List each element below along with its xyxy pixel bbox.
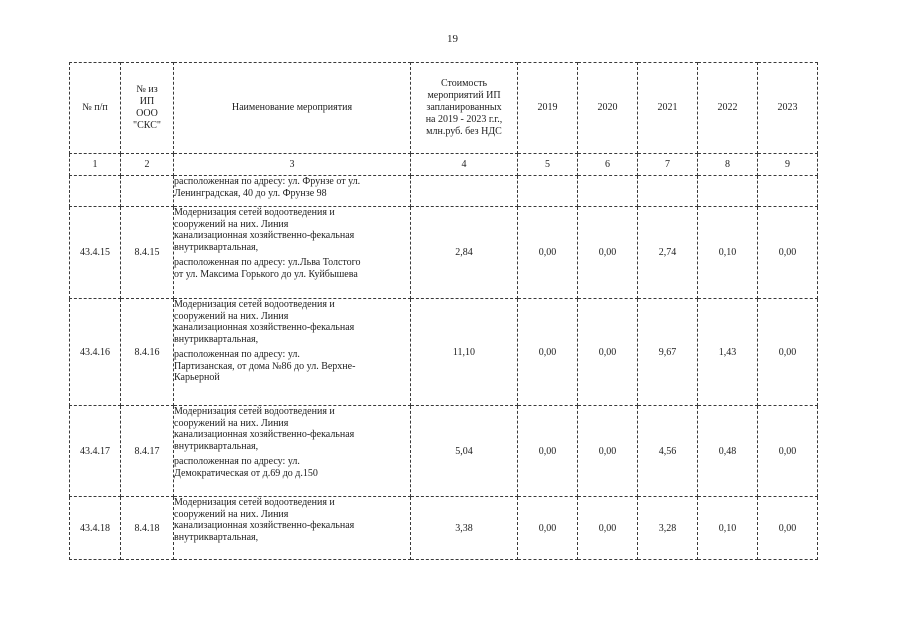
row-value-2023: 0,00: [758, 406, 818, 497]
row-ip-number: 8.4.15: [121, 207, 174, 299]
event-name-line: внутриквартальная,: [174, 241, 259, 253]
row-number: 43.4.18: [70, 497, 121, 560]
row-value-2023: 0,00: [758, 497, 818, 560]
row-cost: [411, 176, 518, 207]
header-cost-line: мероприятий ИП: [427, 90, 501, 101]
event-address-line: Карьерной: [174, 372, 220, 383]
row-ip-number: 8.4.18: [121, 497, 174, 560]
header-cost-line: млн.руб. без НДС: [426, 126, 502, 137]
table-row: [70, 207, 818, 299]
event-address-line: Демократическая от д.69 до д.150: [174, 467, 318, 479]
header-ip-line: ИП: [139, 96, 155, 107]
event-name-cell: [174, 207, 411, 299]
table-row: [70, 299, 818, 406]
row-value-2019: 0,00: [518, 406, 578, 497]
table-row: [70, 497, 818, 560]
row-number: 43.4.16: [70, 299, 121, 406]
event-name-line: сооружений на них. Линия: [174, 417, 289, 429]
row-value-2019: [518, 176, 578, 207]
event-name-line: внутриквартальная,: [174, 531, 259, 543]
row-ip-number: [121, 176, 174, 207]
row-value-2020: 0,00: [578, 497, 638, 560]
event-name-line: канализационная хозяйственно-фекальная: [174, 429, 355, 440]
column-number: 5: [518, 154, 578, 176]
event-name-line: Модернизация сетей водоотведения и: [174, 406, 335, 417]
row-value-2021: 4,56: [638, 406, 698, 497]
event-name-line: сооружений на них. Линия: [174, 310, 289, 322]
row-value-2020: 0,00: [578, 207, 638, 299]
row-value-2019: 0,00: [518, 299, 578, 406]
column-number: 8: [698, 154, 758, 176]
row-cost: 5,04: [411, 406, 518, 497]
event-name-line: канализационная хозяйственно-фекальная: [174, 322, 355, 333]
row-number: 43.4.15: [70, 207, 121, 299]
row-value-2020: [578, 176, 638, 207]
header-cost-line: запланированных: [426, 102, 502, 113]
header-year-2023: 2023: [758, 63, 818, 154]
column-number: 7: [638, 154, 698, 176]
column-number: 4: [411, 154, 518, 176]
header-year-2019: 2019: [518, 63, 578, 154]
event-address-line: расположенная по адресу: ул.Льва Толстого: [174, 257, 361, 268]
header-cost-line: Стоимость: [440, 78, 488, 89]
column-number: 9: [758, 154, 818, 176]
header-event-name: Наименование мероприятия: [174, 63, 411, 154]
event-name-line: канализационная хозяйственно-фекальная: [174, 230, 355, 241]
row-ip-number: 8.4.17: [121, 406, 174, 497]
investment-program-table: [69, 62, 818, 560]
header-ip-line: ООО: [136, 108, 158, 119]
row-value-2019: 0,00: [518, 207, 578, 299]
event-name-line: расположенная по адресу: ул. Фрунзе от ул.: [174, 176, 361, 187]
row-value-2021: 2,74: [638, 207, 698, 299]
column-number-row: [70, 154, 818, 176]
header-ip-line: "СКС": [133, 120, 161, 131]
table-row: [70, 176, 818, 207]
row-number: [70, 176, 121, 207]
table-row: [70, 406, 818, 497]
event-name-cell: [174, 299, 411, 406]
row-cost: 11,10: [411, 299, 518, 406]
header-year-2022: 2022: [698, 63, 758, 154]
row-value-2022: 0,10: [698, 497, 758, 560]
row-value-2021: [638, 176, 698, 207]
event-address-line: расположенная по адресу: ул.: [174, 349, 300, 360]
event-address-line: Партизанская, от дома №86 до ул. Верхне-: [174, 360, 356, 372]
header-row: [70, 63, 818, 154]
table-body: [70, 176, 818, 560]
header-year-2020: 2020: [578, 63, 638, 154]
row-value-2020: 0,00: [578, 299, 638, 406]
row-cost: 2,84: [411, 207, 518, 299]
column-number: 2: [121, 154, 174, 176]
header-ip-number: [121, 63, 174, 154]
column-number: 3: [174, 154, 411, 176]
column-number: 1: [70, 154, 121, 176]
event-name-line: внутриквартальная,: [174, 333, 259, 345]
row-value-2019: 0,00: [518, 497, 578, 560]
header-cost: [411, 63, 518, 154]
event-name-line: канализационная хозяйственно-фекальная: [174, 520, 355, 531]
event-name-line: сооружений на них. Линия: [174, 218, 289, 230]
row-ip-number: 8.4.16: [121, 299, 174, 406]
event-name-cell: [174, 497, 411, 560]
event-name-line: Модернизация сетей водоотведения и: [174, 207, 335, 218]
row-value-2021: 9,67: [638, 299, 698, 406]
row-value-2022: 0,10: [698, 207, 758, 299]
header-year-2021: 2021: [638, 63, 698, 154]
row-value-2023: [758, 176, 818, 207]
row-cost: 3,38: [411, 497, 518, 560]
event-address-line: расположенная по адресу: ул.: [174, 456, 300, 467]
column-number: 6: [578, 154, 638, 176]
row-value-2022: 1,43: [698, 299, 758, 406]
event-name-line: Модернизация сетей водоотведения и: [174, 299, 335, 310]
row-value-2022: 0,48: [698, 406, 758, 497]
event-name-cell: [174, 406, 411, 497]
event-name-line: внутриквартальная,: [174, 440, 259, 452]
row-value-2020: 0,00: [578, 406, 638, 497]
event-name-line: сооружений на них. Линия: [174, 508, 289, 520]
event-name-cell: [174, 176, 411, 207]
page-number: 19: [447, 33, 458, 45]
event-name-line: Модернизация сетей водоотведения и: [174, 497, 335, 508]
event-address-line: от ул. Максима Горького до ул. Куйбышева: [174, 268, 358, 280]
header-number: № п/п: [70, 63, 121, 154]
header-cost-line: на 2019 - 2023 г.г.,: [425, 114, 503, 125]
row-value-2023: 0,00: [758, 299, 818, 406]
header-ip-line: № из: [136, 84, 158, 95]
row-value-2022: [698, 176, 758, 207]
row-value-2021: 3,28: [638, 497, 698, 560]
event-name-line: Ленинградская, 40 до ул. Фрунзе 98: [174, 187, 327, 199]
row-number: 43.4.17: [70, 406, 121, 497]
row-value-2023: 0,00: [758, 207, 818, 299]
